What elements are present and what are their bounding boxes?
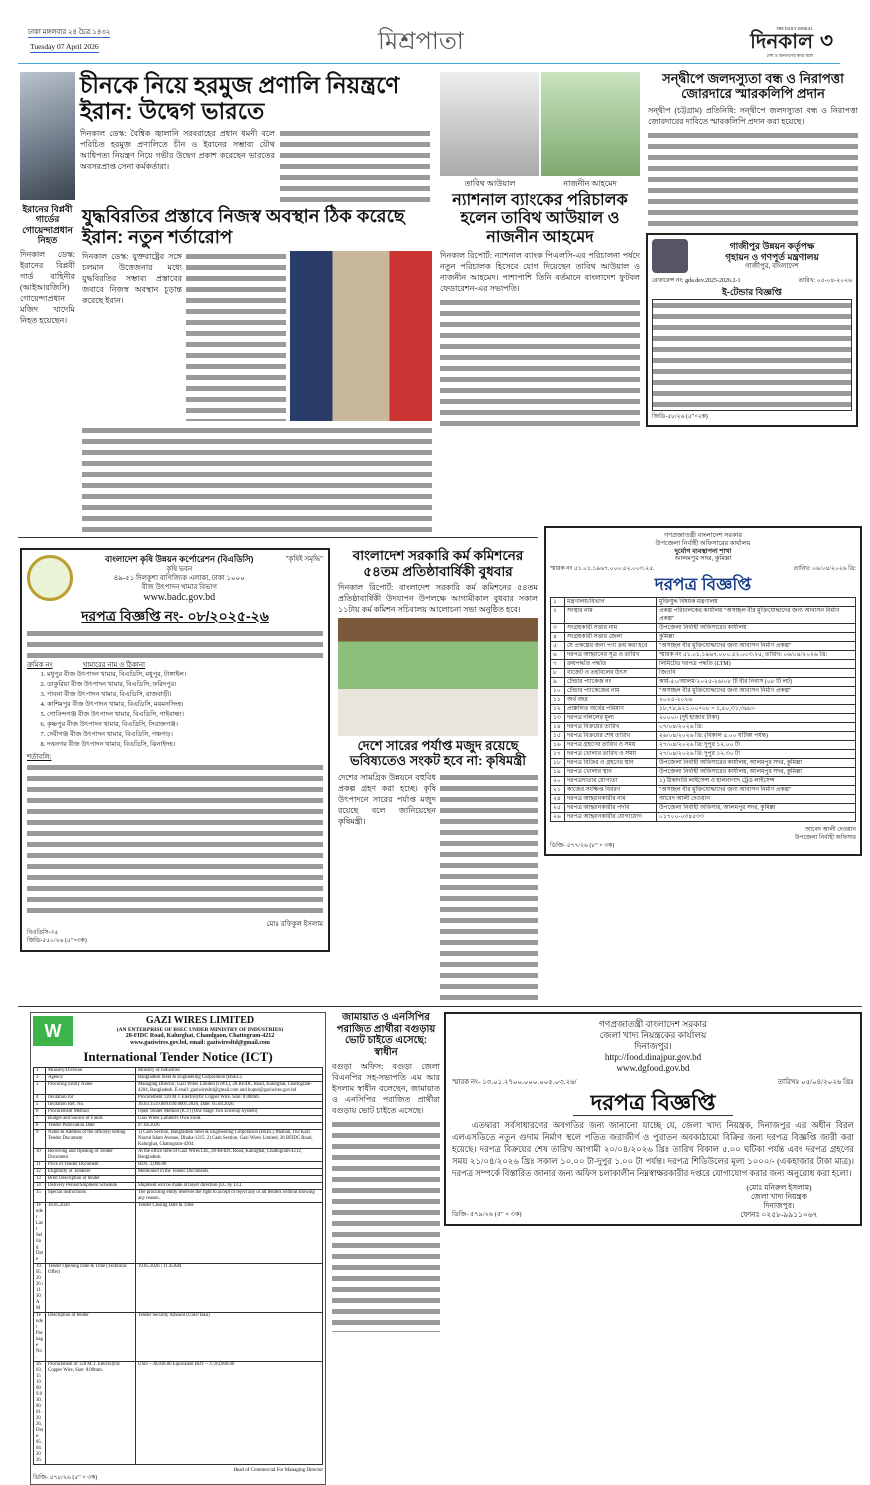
table-row [551, 705, 856, 714]
table-row [551, 624, 856, 633]
table-cell: Open Tender Method (ICT) (One Stage Two Envelop System) [136, 1108, 323, 1115]
table-cell: 36.03.1519.009.030.0001.2026, Date: 05.04.2026. [34, 1361, 46, 1464]
table-row [34, 1202, 323, 1263]
table-row [551, 598, 856, 607]
farm-item: 5. গোবিন্দগঞ্জ বীজ উৎপাদন খামার, বিএডিসি, গাইবান্ধা। [47, 710, 323, 720]
table-row [34, 1263, 323, 1312]
gazipur-tender-ad: গাজীপুর উন্নয়ন কর্তৃপক্ষ গৃহায়ন ও গণপূর্ত মন্ত্রণালয় গাজীপুর, বাংলাদেশ রেফারেন্স নং: gda.dev.2025-2026.2-1 তারিখ: ০৫-০৪-২০২৬ ই-টেন্ডার বিজ্ঞপ্তি জিডি-৫৮/২৬ (৫"×২ক) [646, 233, 858, 427]
table-row [34, 1074, 323, 1081]
tender-title: দরপত্র বিজ্ঞপ্তি [654, 575, 752, 595]
table-cell: ১১ [551, 696, 565, 705]
psc-column [338, 548, 538, 1004]
naznin-caption: নাজনীন আহমেদ [563, 179, 617, 188]
table-cell: Mentioned in the Tender Documents. [136, 1168, 323, 1175]
table-row [551, 633, 856, 642]
table-cell: ২৫ [551, 804, 565, 813]
table-cell: 07.04.2026 [136, 1122, 323, 1129]
table-row [551, 813, 856, 822]
table-cell: 9 [34, 1129, 46, 1148]
table-cell: 4 [34, 1094, 46, 1101]
table-row [34, 1161, 323, 1168]
table-cell: Description of tender [46, 1312, 136, 1361]
table-cell: ২৭/০৪/২০২৬ খ্রি: দুপুর ১২.৩০ টা [657, 750, 856, 759]
table-row [551, 678, 856, 687]
table-cell: 18.05.2026 [46, 1202, 136, 1263]
table-cell: ১৩ [551, 714, 565, 723]
farm-item: 2. ডাকুরিয়া বীজ উৎপাদন খামার, বিএডিসি, ফরিদপুর। [47, 680, 323, 690]
sandwip-story [648, 72, 858, 228]
farm-item: 4. কাশিমপুর বীজ উৎপাদন খামার, বিএডিসি, ময়মনসিংহ। [47, 700, 323, 710]
table-cell: Eligibility of Tenderer [46, 1168, 136, 1175]
table-cell: 1 [34, 1067, 46, 1074]
table-row [551, 607, 856, 624]
table-cell: উপজেলা নির্বাহী অফিসারের কার্যালয়, আলমপুর সদর, কুমিল্লা [657, 759, 856, 768]
table-cell: 19.05.2026 | 11.45AM [136, 1263, 323, 1312]
table-cell: 3 [34, 1081, 46, 1094]
table-cell: দরপত্র বিক্রয়ের তারিখ [565, 723, 657, 732]
table-cell: Invitation Ref. No. [46, 1101, 136, 1108]
irgc-caption: ইরানের বিপ্লবী গার্ডের গোয়েন্দাপ্রধান নিহত [22, 204, 73, 246]
bank-story [440, 72, 640, 426]
table-row [34, 1115, 323, 1122]
gda-logo [652, 239, 688, 273]
divider [18, 537, 538, 538]
table-cell: মুক্তিযুদ্ধ বিষয়ক মন্ত্রণালয় [657, 598, 856, 607]
table-cell: ৬ [551, 651, 565, 660]
table-cell: "অসচ্ছল বীর মুক্তিযোদ্ধাদের জন্য আবাসন নির্মাণ প্রকল্প" [657, 687, 856, 696]
table-cell: দরপত্র আহ্বানকারীর পদবি [565, 804, 657, 813]
ceasefire-body-cont [186, 251, 286, 421]
table-cell: ৯ [551, 678, 565, 687]
dinajpur-tender-ad: গণপ্রজাতন্ত্রী বাংলাদেশ সরকার জেলা খাদ্য নিয়ন্ত্রকের কার্যালয় দিনাজপুর। http://food.dinajpur.gov.bd www.dgfood.gov.bd স্মারক নং- ১৩.০১.২৭০০.০০০.০০৫.০৩.২৬/ তারিখঃ ০৫/০৪/২০২৬ খ্রিঃ দরপত্র বিজ্ঞপ্তি এতদ্বারা সর্বসাধারণের অবগতির জন্য জানানো যাচ্ছে যে, জেলা খাদ্য নিয়ন্ত্রক, দিনাজপুর এর অধীন বিরল এলএসডিতে নতুন গুদাম নির্মাণ স্থলে পতিত জরাজীর্ণ ও পুরাতন অবকাঠামো বিক্রির জন্য দরপত্র বিজ্ঞপ্তি জারী করা হয়েছে। দরপত্র বিক্রয়ের শেষ তারিখ আগামী ২০/০৪/২০২৬ খ্রিঃ তারিখ বিকাল ৫.০০ ঘটিকা পর্যন্ত এবং দরপত্র গ্রহণের সময় ২১/০৪/২০২৬ খ্রিঃ সকাল ১০.০০ টা-দুপুর ১.০০ টা পর্যন্ত। দরপত্র শিডিউলের মূল্য ১০০০/- (একহাজার টাকা মাত্র)। দরপত্র সম্পর্কে বিস্তারিত জানার জন্য অফিস চলাকালীন নিম্নস্বাক্ষরকারীর দপ্তরে যোগাযোগ করার জন্য অনুরোধ করা হলো। ডিজি- ৫৭৯/২৬ (৫" × ৩ক) (মোঃ মনিরুল ইসলাম) জেলা খাদ্য নিয়ন্ত্রক দিনাজপুর। ফোনঃ ০২৫৮-৯৯১১০৬৭ [444, 1012, 862, 1226]
table-cell: 8 [34, 1122, 46, 1129]
bank-body-cont [440, 297, 640, 426]
table-cell: যে প্রকল্পের জন্য পণ্য ক্রয় করা হবে [565, 642, 657, 651]
table-cell: Ministry of Industries [136, 1067, 323, 1074]
gazi-logo: W [33, 1016, 73, 1046]
fertilizer-headline: দেশে সারের পর্যাপ্ত মজুদ রয়েছে ভবিষ্যতেও সংকট হবে না: কৃষিমন্ত্রী [349, 738, 527, 768]
date-bn: ঢাকা মঙ্গলবার ২৪ চৈত্র ১৪৩২ [28, 28, 111, 36]
table-row [551, 696, 856, 705]
table-cell: ২৬/০৪/২০২৬ খ্রি: (বিকাল ৫.০০ ঘটিকা পর্যন্ত) [657, 732, 856, 741]
farm-item: 6. কৃষ্ণপুর বীজ উৎপাদন খামার, বিএডিসি, সিরাজগঞ্জ। [47, 720, 323, 730]
sandwip-body-cont [648, 130, 858, 228]
table-row [551, 759, 856, 768]
table-cell: 5 [34, 1101, 46, 1108]
hormuz-body: দিনকাল ডেস্ক: বৈশ্বিক জ্বালানি সরবরাহের প্রধান ধমনী বলে পরিচিত হরমুজ প্রণালিতে চীন ও ইরানের সম্ভাব্য যৌথ আধিপত্য নিয়ন্ত্রণ নিয়ে গভীর উদ্বেগ প্রকাশ করেছেন ভারতের অবসরপ্রাপ্ত সেনা কর্মকর্তারা। [80, 128, 275, 171]
table-cell: কাজের সংক্ষিপ্ত বিবরণ [565, 786, 657, 795]
table-cell: ০১৭০০-০৩৪৫৩৩ [657, 813, 856, 822]
psc-photo [338, 618, 538, 736]
farm-item: 3. পাবনা বীজ উৎপাদন খামার, বিএডিসি, রাজবাড়ী। [47, 690, 323, 700]
table-row [551, 732, 856, 741]
date-en: Tuesday 07 April 2026 [30, 42, 99, 51]
table-cell: Tender Security Amount (USD/Taka) [136, 1312, 323, 1361]
table-row [34, 1081, 323, 1094]
table-row [551, 642, 856, 651]
psc-headline: বাংলাদেশ সরকারি কর্ম কমিশনের ৫৪তম প্রতিষ্ঠাবার্ষিকী বুধবার [352, 548, 524, 579]
table-cell: 14 [34, 1182, 46, 1189]
dinajpur-body: এতদ্বারা সর্বসাধারণের অবগতির জন্য জানানো যাচ্ছে যে, জেলা খাদ্য নিয়ন্ত্রক, দিনাজপুর এর অধীন বিরল এলএসডিতে নতুন গুদাম নির্মাণ স্থলে পতিত জরাজীর্ণ ও পুরাতন অবকাঠামো বিক্রির জন্য দরপত্র বিজ্ঞপ্তি জারী করা হয়েছে। দরপত্র বিক্রয়ের শেষ তারিখ আগামী ২০/০৪/২০২৬ খ্রিঃ তারিখ বিকাল ৫.০০ ঘটিকা পর্যন্ত এবং দরপত্র গ্রহণের সময় ২১/০৪/২০২৬ খ্রিঃ সকাল ১০.০০ টা-দুপুর ১.০০ টা পর্যন্ত। দরপত্র শিডিউলের মূল্য ১০০০/- (একহাজার টাকা মাত্র)। দরপত্র সম্পর্কে বিস্তারিত জানার জন্য অফিস চলাকালীন নিম্নস্বাক্ষরকারীর দপ্তরে যোগাযোগ করার জন্য অনুরোধ করা হলো। [452, 1120, 854, 1179]
table-cell: Tender Package No. [34, 1312, 46, 1361]
table-cell: Procurement Method [46, 1108, 136, 1115]
ceasefire-body: দিনকাল ডেস্ক: যুক্তরাষ্ট্রের সঙ্গে চলমান উত্তেজনার মধ্যে যুদ্ধবিরতির সম্ভাব্য প্রস্তাবের জবাবে নিজস্ব অবস্থান চূড়ান্ত করেছে ইরান। [82, 252, 182, 306]
divider [18, 1006, 862, 1007]
table-cell: ৪ [551, 633, 565, 642]
table-cell: টেন্ডার প্যাকেজ নং [565, 678, 657, 687]
table-cell: The procuring entity reserves the right to accept or reject any or all tenders without showing any reason. [136, 1189, 323, 1202]
paper-logo: THE DAILY DINKAL দিনকাল দেশ ও জনগণের কথা বলে [750, 26, 813, 58]
table-cell: ১৮,৭৮,৯২১.০০×০৮ = ১,৫০,৩১,৩৬৮/- [657, 705, 856, 714]
badc-logo [27, 555, 73, 601]
bogura-body-cont [332, 1119, 440, 1332]
table-cell: 19.05.2026 | 11.30 AM [34, 1263, 46, 1312]
table-cell: উপজেলা নির্বাহী অফিসারের কার্যালয় [657, 624, 856, 633]
table-cell: ক্রয়পদ্ধতি পদ্ধতি [565, 660, 657, 669]
table-cell: উপজেলা নির্বাহী অফিসার, আলমপুর সদর, কুমিল্লা [657, 804, 856, 813]
table-cell: ৭ [551, 660, 565, 669]
table-row [34, 1175, 323, 1182]
table-cell: Special instructions [46, 1189, 136, 1202]
table-cell: দরপত্র বিক্রির ও গ্রহণের স্থান [565, 759, 657, 768]
table-cell: 2 [34, 1074, 46, 1081]
table-cell: Delivery Period/Shipment Schedule [46, 1182, 136, 1189]
table-row [34, 1168, 323, 1175]
table-cell: Procuring Entity Name [46, 1081, 136, 1094]
table-cell: অর্থ বছর [565, 696, 657, 705]
table-cell: প্রাক্কলিত অর্থের পরিমাণ [565, 705, 657, 714]
table-cell: ২ [551, 607, 565, 624]
table-cell: ১৭ [551, 750, 565, 759]
table-cell: ১ [551, 598, 565, 607]
bogura-headline: জামায়াত ও এনসিপির পরাজিত প্রার্থীরা বগুড়ায় ভোট চাইতে এসেছে: স্বাধীন [336, 1012, 436, 1058]
tabith-caption: তাবিথ আউয়াল [464, 179, 516, 188]
table-cell: দরপত্র গ্রহণের তারিখ ও সময় [565, 741, 657, 750]
table-cell: Tender Publication Date [46, 1122, 136, 1129]
bank-headline: ন্যাশনাল ব্যাংকের পরিচালক হলেন তাবিথ আউয়াল ও নাজনীন আহমেদ [452, 192, 628, 246]
table-cell: ১৫ [551, 732, 565, 741]
hormuz-body-cont [280, 128, 430, 202]
table-cell: ১২ [551, 705, 565, 714]
hormuz-story [80, 72, 430, 202]
table-cell: ০৭/০৪/২০২৬ খ্রি: [657, 723, 856, 732]
table-cell: Invitation for [46, 1094, 136, 1101]
table-cell: লিমিটেড দরপত্র পদ্ধতি (LTM) [657, 660, 856, 669]
table-row [34, 1182, 323, 1189]
table-row [34, 1067, 323, 1074]
table-cell: 36.03.1519.009.030.0001.2026, Date: 05.04.2026. [136, 1101, 323, 1108]
table-row [34, 1148, 323, 1161]
table-row [34, 1122, 323, 1129]
table-cell: ২৪ [551, 795, 565, 804]
table-cell: ১৯ [551, 768, 565, 777]
table-cell: দরপত্র খোলার তারিখ ও সময় [565, 750, 657, 759]
table-cell: ৮ [551, 669, 565, 678]
table-cell: BDT. 3,000.00 [136, 1161, 323, 1168]
sandwip-body: সন্দ্বীপ (চট্টগ্রাম) প্রতিনিধি: সন্দ্বীপে জলদস্যুতা বন্ধ ও নিরাপত্তা জোরদারের দাবিতে স্মারকলিপি প্রদান করা হয়েছে। [648, 105, 858, 126]
table-cell: ২১ [551, 786, 565, 795]
table-cell: Bangladesh Steel & Engineering Corporation (BSEC). [136, 1074, 323, 1081]
table-cell: USD – 30,838.00 Equivalent BDT – 37,84,000.00 [136, 1361, 323, 1464]
dinajpur-title: দরপত্র বিজ্ঞপ্তি [573, 1090, 733, 1116]
table-cell: 1) Cash Section, Bangladesh Steel & Engineering Corporation (BSEC) Bhaban, 102 Kazi Nazrul Islam Avenue, Dhaka-1215. 2) Cash Section, Gazi Wires Limited, 28 BFIDC Road, Kalurghat, Chattogram-4204. [136, 1129, 323, 1148]
farm-item: 7. দেবীগঞ্জ বীজ উৎপাদন খামার, বিএডিসি, পঞ্চগড়। [47, 730, 323, 740]
table-cell: Managing Director, Gazi Wires Limited (GWL), 28 BFIDC Road, Kalurghat, Chattogram-4204, Bangladesh. E-mail: gaziwiresltd@gmail.com and hopur@gaziwires.gov.bd [136, 1081, 323, 1094]
table-row [551, 777, 856, 786]
ceasefire-body-bottom [82, 425, 432, 532]
bogura-story [332, 1012, 440, 1332]
table-cell: Gazi Wires Limited's Own Fund. [136, 1115, 323, 1122]
table-cell: কার্য-৫০/আলম/২০২৫-২৬/০৮ টি বীর নিবাস (০৮ টি লট) [657, 678, 856, 687]
table-cell: ১৬ [551, 741, 565, 750]
farm-item: 1. মধুপুর বীজ উৎপাদন খামার, বিএডিসি, মধুপুর, টাঙ্গাইল। [47, 670, 323, 680]
table-row [34, 1101, 323, 1108]
table-cell: "অসচ্ছল বীর মুক্তিযোদ্ধাদের জন্য আবাসন নির্মাণ প্রকল্প" [657, 642, 856, 651]
table-row [551, 786, 856, 795]
table-row [551, 795, 856, 804]
table-row [551, 660, 856, 669]
badc-slogan: "কৃষিই সমৃদ্ধি" [285, 555, 323, 563]
table-cell: দরপত্রদাতার যোগ্যতা [565, 777, 657, 786]
table-row [551, 651, 856, 660]
table-cell: মন্ত্রণালয়/বিভাগ [565, 598, 657, 607]
table-cell: দরপত্র আহ্বানের সূত্র ও তারিখ [565, 651, 657, 660]
sandwip-headline: সন্দ্বীপে জলদস্যুতা বন্ধ ও নিরাপত্তা জোরদারে স্মারকলিপি প্রদান [662, 71, 844, 101]
table-row [34, 1312, 323, 1361]
table-cell: ১০ [551, 687, 565, 696]
table-cell: ৩ [551, 624, 565, 633]
header-rule [18, 63, 840, 64]
table-cell: দরপত্র আহ্বানকারীর যোগাযোগ [565, 813, 657, 822]
table-cell: Brief Description of tender [46, 1175, 136, 1182]
table-row [551, 741, 856, 750]
table-cell: Tender Opening Date & Time (Technical Offer) [46, 1263, 136, 1312]
table-cell: সংস্থার নাম [565, 607, 657, 624]
dinajpur-code: ডিজি- ৫৭৯/২৬ (৫" × ৩ক) [452, 1211, 522, 1219]
table-cell: Receiving and Opening of Tender Document [46, 1148, 136, 1161]
table-cell: Ministry/Division [46, 1067, 136, 1074]
table-cell: সংগ্রহকারী সত্তার নাম [565, 624, 657, 633]
page-number: ৩ [820, 30, 834, 52]
tender-notice-ad: গণপ্রজাতন্ত্রী বাংলাদেশ সরকার উপজেলা নির্বাহী অফিসারের কার্যালয় দুর্যোগ ব্যবস্থাপনা শাখা আলমপুর সদর, কুমিল্লা স্মারক নং ৫১.০১.১৯৬৭.০০০.৫২.০০৩.২৫. তারিখ: ০৬/০৪/২০২৬ খ্রি: দরপত্র বিজ্ঞপ্তি ১ মন্ত্রণালয়/বিভাগ মুক্তিযুদ্ধ বিষয়ক মন্ত্রণালয় ২ সংস্থার নাম প্রকল্প পরিচালকের কার্যালয় "অসচ্ছল বীর মুক্তিযোদ্ধাদের জন্য আবাসন নির্মাণ প্রকল্প" ৩ সংগ্রহকারী সত্তার নাম উপজেলা নির্বাহী অফিসারের কার্যালয় ৪ সংগ্রহকারী সত্তার জেলা কুমিল্লা ৫ যে প্রকল্পের জন্য পণ্য ক্রয় করা হবে "অসচ্ছল বীর মুক্তিযোদ্ধাদের জন্য আবাসন নির্মাণ প্রকল্প" ৬ দরপত্র আহ্বানের সূত্র ও তারিখ স্মারক নং ৫১.০১.১৯৬৭.০০০.৫২.০০৩.২৫, তারিখ: ০৬/০৪/২০২৬ খ্রি: ৭ ক্রয়পদ্ধতি পদ্ধতি লিমিটেড দরপত্র পদ্ধতি (LTM) ৮ বাজেট ও তহবিলের উৎস জিওবি ৯ টেন্ডার প্যাকেজ নং কার্য-৫০/আলম/২০২৫-২৬/০৮ টি বীর নিবাস (০৮ টি লট) ১০ টেন্ডার প্যাকেজের নাম "অসচ্ছল বীর মুক্তিযোদ্ধাদের জন্য আবাসন নির্মাণ প্রকল্প" ১১ অর্থ বছর ২০২৫-২০২৬ ১২ প্রাক্কলিত অর্থের পরিমাণ ১৮,৭৮,৯২১.০০×০৮ = ১,৫০,৩১,৩৬৮/- ১৩ দরপত্র দলিলের মূল্য ২০০০/- (দুই হাজার টাকা) ১৪ দরপত্র বিক্রয়ের তারিখ ০৭/০৪/২০২৬ খ্রি: ১৫ দরপত্র বিক্রয়ের শেষ তারিখ ২৬/০৪/২০২৬ খ্রি: (বিকাল ৫.০০ ঘটিকা পর্যন্ত) ১৬ দরপত্র গ্রহণের তারিখ ও সময় ২৭/০৪/২০২৬ খ্রি: দুপুর ১২.০০ টা ১৭ দরপত্র খোলার তারিখ ও সময় ২৭/০৪/২০২৬ খ্রি: দুপুর ১২.৩০ টা ১৮ দরপত্র বিক্রির ও গ্রহণের স্থান উপজেলা নির্বাহী অফিসারের কার্যালয়, আলমপুর সদর, কুমিল্লা ১৯ দরপত্র খোলার স্থান উপজেলা নির্বাহী অফিসারের কার্যালয়, আলমপুর সদর, কুমিল্লা ২০ দরপত্রদাতার যোগ্যতা ১) ঠিকাদারি লাইসেন্স ও হালনাগাদ ট্রেড লাইসেন্স ২১ কাজের সংক্ষিপ্ত বিবরণ "অসচ্ছল বীর মুক্তিযোদ্ধাদের জন্য আবাসন নির্মাণ প্রকল্প" ২৪ দরপত্র আহ্বানকারীর নাম আবেদ আলী দেওয়ান ২৫ দরপত্র আহ্বানকারীর পদবি উপজেলা নির্বাহী অফিসার, আলমপুর সদর, কুমিল্লা ২৬ দরপত্র আহ্বানকারীর যোগাযোগ ০১৭০০-০৩৪৫৩৩ আবেদ আলী দেওয়ান উপজেলা নির্বাহী অফিসার ডিজি- ৫৭৭/২৬ (৮" × ৩ক) [544, 526, 862, 856]
psc-body: দিনকাল রিপোর্ট: বাংলাদেশ সরকারি কর্ম কমিশনের ৫৪তম প্রতিষ্ঠাবার্ষিকী উদযাপন উপলক্ষে আগামীকাল বুধবার সকাল ১১টায় কর্ম কমিশন সচিবালয় আলোচনা সভা অনুষ্ঠিত হবে। [338, 583, 538, 615]
tender-table [550, 597, 856, 822]
table-cell: Budget and Source of Funds [46, 1115, 136, 1122]
table-cell: আবেদ আলী দেওয়ান [657, 795, 856, 804]
table-cell: 11 [34, 1161, 46, 1168]
hormuz-headline: চীনকে নিয়ে হরমুজ প্রণালি নিয়ন্ত্রণে ইরান: উদ্বেগ ভারতে [80, 72, 400, 125]
table-cell: ১৪ [551, 723, 565, 732]
section-title: মিশ্রপাতা [378, 28, 464, 55]
table-cell: 6 [34, 1108, 46, 1115]
table-cell: 7 [34, 1115, 46, 1122]
irgc-photo [20, 72, 75, 200]
table-cell: টেন্ডার প্যাকেজের নাম [565, 687, 657, 696]
table-cell: At the office time of Gazi Wires Ltd., 28-BFIDC Road, Kalurghat, Chattogram-4212, Bangladesh. [136, 1148, 323, 1161]
farm-item: 8. দত্তনগর বীজ উৎপাদন খামার, বিএডিসি, ঝিনাইদহ। [47, 740, 323, 750]
tabith-photo [440, 72, 539, 176]
fertilizer-body: দেশের সামগ্রিক উন্নয়নে বহুবিধ প্রকল্প গ্রহণ করা হচ্ছে। কৃষি উৎপাদনে সারের পর্যাপ্ত মজুদ রয়েছে বলে জানিয়েছেন কৃষিমন্ত্রী। [338, 772, 436, 826]
table-row [34, 1361, 323, 1464]
table-cell: দরপত্র দলিলের মূল্য [565, 714, 657, 723]
table-cell: দরপত্র খোলার স্থান [565, 768, 657, 777]
ceasefire-headline: যুদ্ধবিরতির প্রস্তাবে নিজস্ব অবস্থান ঠিক করেছে ইরান: নতুন শর্তারোপ [82, 206, 405, 247]
table-cell: Procurement 120 M T Electrolytic Copper Wire, Size: 8.00mm. [136, 1094, 323, 1101]
naznin-photo [541, 72, 640, 176]
table-cell: "অসচ্ছল বীর মুক্তিযোদ্ধাদের জন্য আবাসন নির্মাণ প্রকল্প" [657, 786, 856, 795]
table-cell: দরপত্র আহ্বানকারীর নাম [565, 795, 657, 804]
table-row [34, 1129, 323, 1148]
table-cell: Procurement of 120 M.T. Electrolytic Copper Wire, Size: 8.00mm. [46, 1361, 136, 1464]
table-cell: ২০ [551, 777, 565, 786]
table-cell: ২৭/০৪/২০২৬ খ্রি: দুপুর ১২.০০ টা [657, 741, 856, 750]
table-cell: সংগ্রহকারী সত্তার জেলা [565, 633, 657, 642]
table-cell: Price of Tender Document [46, 1161, 136, 1168]
table-row [551, 768, 856, 777]
table-cell: প্রকল্প পরিচালকের কার্যালয় "অসচ্ছল বীর মুক্তিযোদ্ধাদের জন্য আবাসন নির্মাণ প্রকল্প" [657, 607, 856, 624]
table-cell: উপজেলা নির্বাহী অফিসারের কার্যালয়, আলমপুর সদর, কুমিল্লা [657, 768, 856, 777]
irgc-column [20, 72, 75, 532]
table-cell [136, 1175, 323, 1182]
ceasefire-story [82, 206, 432, 532]
table-cell: ২০২৫-২০২৬ [657, 696, 856, 705]
table-row [34, 1094, 323, 1101]
fertilizer-body-cont [440, 772, 538, 1004]
table-row [551, 714, 856, 723]
table-row [34, 1108, 323, 1115]
table-cell: জিওবি [657, 669, 856, 678]
badc-tender-ad: বাংলাদেশ কৃষি উন্নয়ন কর্পোরেশন (বিএডিসি) কৃষি ভবন ৪৯-৫১ দিলকুশা বাণিজ্যিক এলাকা, ঢাকা ১০০০ বীজ উৎপাদন খামার বিভাগ www.badc.gov.bd "কৃষিই সমৃদ্ধি" দরপত্র বিজ্ঞপ্তি নং- ০৮/২০২৫-২৬ ক্রমিক নং খামারের নাম ও ঠিকানা 1. মধুপুর বীজ উৎপাদন খামার, বিএডিসি, মধুপুর, টাঙ্গাইল। 2. ডাকুরিয়া বীজ উৎপাদন খামার, বিএডিসি, ফরিদপুর। 3. পাবনা বীজ উৎপাদন খামার, বিএডিসি, রাজবাড়ী। 4. কাশিমপুর বীজ উৎপাদন খামার, বিএডিসি, ময়মনসিংহ। 5. গোবিন্দগঞ্জ বীজ উৎপাদন খামার, বিএডিসি, গাইবান্ধা। 6. কৃষ্ণপুর বীজ উৎপাদন খামার, বিএডিসি, সিরাজগঞ্জ। 7. দেবীগঞ্জ বীজ উৎপাদন খামার, বিএডিসি, পঞ্চগড়। 8. দত্তনগর বীজ উৎপাদন খামার, বিএডিসি, ঝিনাইদহ। শর্তাবলি: মোঃ রফিকুল ইসলাম বিএডিসি-৩৫ জিডি-৫৫০/২৬ (৫"×৩ক) [20, 548, 330, 952]
masthead [28, 26, 848, 62]
table-cell: Tender Closing Date & Time [136, 1202, 323, 1263]
table-cell: 15 [34, 1189, 46, 1202]
table-cell: ৫ [551, 642, 565, 651]
table-cell: Shipment will be made at buyer direction (LC by LC). [136, 1182, 323, 1189]
table-row [34, 1189, 323, 1202]
table-cell: বাজেট ও তহবিলের উৎস [565, 669, 657, 678]
table-cell: Tender Last Selling Date [34, 1202, 46, 1263]
table-row [551, 723, 856, 732]
bogura-body: বগুড়া অফিস: বগুড়া জেলা বিএনপির সহ-সভাপতি এম আর ইসলাম স্বাধীন বলেছেন, জামায়াত ও এনসিপির পরাজিত প্রার্থীরা বগুড়ায় ভোট চাইতে এসেছে। [332, 1062, 440, 1115]
table-cell: 10 [34, 1148, 46, 1161]
table-row [551, 687, 856, 696]
table-cell: Agency [46, 1074, 136, 1081]
gazi-wires-ad: W GAZI WIRES LIMITED (AN ENTERPRISE OF BSEC UNDER MINISTRY OF INDUSTRIES) 28-FIDC Road, Kalurghat, Chandgaon, Chattogram-4212 www.gaziwires.gov.bd, email: gaziwiresltd@gmail.com International Tender Notice (ICT) 1 Ministry/Division Ministry of Industries 2 Agency Bangladesh Steel & Engineering Corporation (BSEC). 3 Procuring Entity Name Managing Director, Gazi Wires Limited (GWL), 28 BFIDC Road, Kalurghat, Chattogram-4204, Bangladesh. E-mail: gaziwiresltd@gmail.com and hopur@gaziwires.gov.bd 4 Invitation for Procurement 120 M T Electrolytic Copper Wire, Size: 8.00mm. 5 Invitation Ref. No. 36.03.1519.009.030.0001.2026, Date: 05.04.2026. 6 Procurement Method Open Tender Method (ICT) (One Stage Two Envelop System) 7 Budget and Source of Funds Gazi Wires Limited's Own Fund. 8 Tender Publication Date 07.04.2026 9 Name & Address of the office(s) Selling Tender Document 1) Cash Section, Bangladesh Steel & Engineering Corporation (BSEC) Bhaban, 102 Kazi Nazrul Islam Avenue, Dhaka-1215. 2) Cash Section, Gazi Wires Limited, 28 BFIDC Road, Kalurghat, Chattogram-4204. 10 Receiving and Opening of Tender Document At the office time of Gazi Wires Ltd., 28-BFIDC Road, Kalurghat, Chattogram-4212, Bangladesh. 11 Price of Tender Document BDT. 3,000.00 12 Eligibility of Tenderer Mentioned in the Tender Documents. 13 Brief Description of tender 14 Delivery Period/Shipment Schedule Shipment will be made at buyer direction (LC by LC). 15 Special instructions The procuring entity reserves the right to accept or reject any or all tenders without showing any reason. Tender Last Selling Date 18.05.2026 Tender Closing Date & Time 19.05.2026 | 11.30 AM Tender Opening Date & Time (Technical Offer) 19.05.2026 | 11.45AM Tender Package No. Description of tender Tender Security Amount (USD/Taka) 36.03.1519.009.030.0001.2026, Date: 05.04.2026. Procurement of 120 M.T. Electrolytic Copper Wire, Size: 8.00mm. USD – 30,838.00 Equivalent BDT – 37,84,000.00 Head of Commercial For Managing Director ডিজি- ৫৭৮/২৬ (৫" × ৩ক) [30, 1012, 326, 1485]
bank-body: দিনকাল রিপোর্ট: ন্যাশনাল ব্যাংক পিএলসি-এর পরিচালনা পর্ষদে নতুন পরিচালক হিসেবে যোগ দিয়েছেন তাবিথ আউয়াল ও নাজনীন আহমেদ। পাশাপাশি তিনি বর্তমানে বাংলাদেশ ফুটবল ফেডারেশন-এর সভাপতি। [440, 251, 640, 294]
table-cell: ২৬ [551, 813, 565, 822]
table-cell: 13 [34, 1175, 46, 1182]
irgc-body: দিনকাল ডেস্ক: ইরানের বিপ্লবী গার্ড বাহিনীর (আইআরজিসি) গোয়েন্দাপ্রধান মজিদ খাদেমি নিহত হয়েছেন। [20, 250, 75, 326]
table-row [551, 804, 856, 813]
table-cell: Name & Address of the office(s) Selling Tender Document [46, 1129, 136, 1148]
table-row [551, 669, 856, 678]
gazi-table [33, 1067, 323, 1465]
table-cell: 12 [34, 1168, 46, 1175]
table-cell: ২০০০/- (দুই হাজার টাকা) [657, 714, 856, 723]
ceasefire-photo [290, 251, 432, 421]
table-cell: দরপত্র বিক্রয়ের শেষ তারিখ [565, 732, 657, 741]
table-cell: স্মারক নং ৫১.০১.১৯৬৭.০০০.৫২.০০৩.২৫, তারিখ: ০৬/০৪/২০২৬ খ্রি: [657, 651, 856, 660]
table-cell: ১) ঠিকাদারি লাইসেন্স ও হালনাগাদ ট্রেড লাইসেন্স [657, 777, 856, 786]
table-cell: ১৮ [551, 759, 565, 768]
table-row [551, 750, 856, 759]
table-cell: কুমিল্লা [657, 633, 856, 642]
